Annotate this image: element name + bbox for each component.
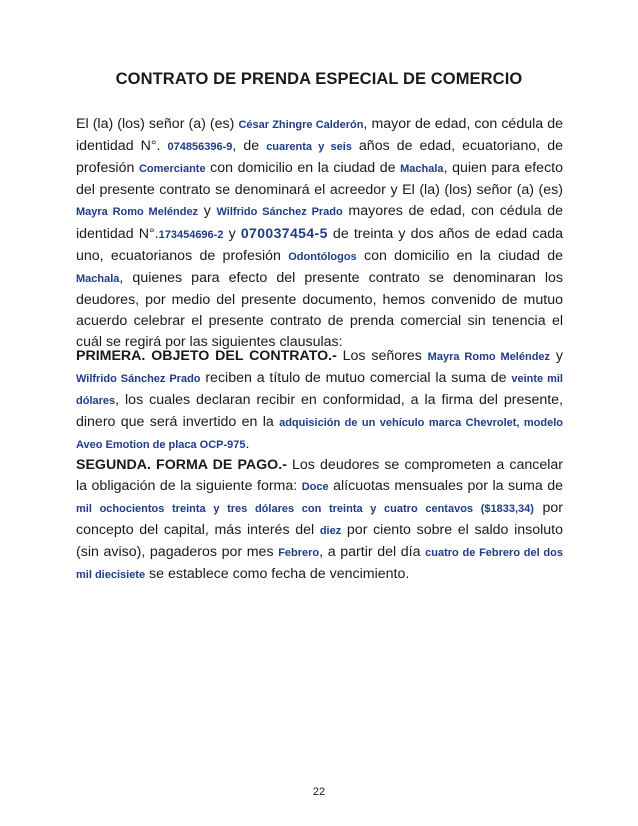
installments-count: Doce (301, 481, 329, 493)
creditor-name: César Zhingre Calderón (238, 119, 364, 131)
text: con domicilio en la ciudad de (356, 248, 563, 264)
clause-segunda (76, 455, 563, 586)
text: por ciento sobre el saldo insoluto (sin aviso), pagaderos por mes (76, 522, 563, 560)
creditor-city: Machala (400, 163, 444, 175)
text: Los señores (336, 348, 428, 364)
debtor-2-id: 070037454-5 (240, 225, 328, 241)
text: años de edad, ecuatoriano, de profesión (76, 138, 563, 176)
text: . (245, 436, 250, 452)
clause-primera (76, 346, 563, 456)
text: , quien para efecto del presente contrato se denominará el acreedor y El (la) (los) señor (a) (es) (76, 160, 564, 198)
creditor-id: 074856396-9 (167, 141, 233, 153)
intro-paragraph (76, 114, 563, 353)
text: , a partir del día (319, 544, 426, 560)
clause-heading: PRIMERA. OBJETO DEL CONTRATO.- (76, 348, 337, 364)
text: Los deudores se comprometen a cancelar la obligación de la siguiente forma: (76, 457, 563, 494)
text: y (550, 348, 563, 364)
text: alícuotas mensuales por la suma de (328, 478, 563, 494)
text: El (la) (los) señor (a) (es) (76, 116, 239, 132)
text: por concepto del capital, más interés del (76, 500, 563, 538)
payment-month: Febrero (278, 547, 320, 559)
clause-heading: SEGUNDA. FORMA DE PAGO.- (76, 457, 287, 473)
text: y (223, 226, 241, 242)
interest-rate: diez (319, 525, 342, 537)
text: reciben a título de mutuo comercial la suma de (200, 370, 512, 386)
debtor-1-name: Mayra Romo Meléndez (76, 206, 199, 218)
debtor-2-name: Wilfrido Sánchez Prado (76, 373, 201, 385)
text: mayores de edad, con cédula de identidad N°. (76, 203, 563, 242)
debtor-city: Machala (76, 273, 120, 285)
page-number: 22 (312, 786, 326, 798)
text: se establece como fecha de vencimiento. (145, 566, 410, 582)
text: , mayor de edad, con cédula de identidad N°. (76, 116, 564, 154)
debtor-profession: Odontólogos (288, 251, 357, 263)
creditor-profession: Comerciante (138, 163, 206, 175)
creditor-age: cuarenta y seis (266, 141, 352, 153)
start-date: cuatro de Febrero del dos mil diecisiete (76, 547, 563, 581)
text: , de (232, 138, 267, 154)
installment-amount: mil ochocientos treinta y tres dólares con treinta y cuatro centavos ($1833,34) (76, 503, 534, 515)
debtor-1-id: 173454696-2 (158, 229, 224, 241)
debtor-2-name: Wilfrido Sánchez Prado (216, 206, 343, 218)
text: , los cuales declaran recibir en conformidad, a la firma del presente, dinero que será invertido en la (76, 392, 563, 430)
page-title: CONTRATO DE PRENDA ESPECIAL DE COMERCIO (115, 70, 523, 88)
loan-purpose: adquisición de un vehículo marca Chevrolet, modelo Aveo Emotion de placa OCP-975 (76, 417, 564, 451)
text: , quienes para efecto del presente contrato se denominaran los deudores, por medio del presente documento, hemos convenido de mutuo acuerdo celebrar el presente contrato de prenda comercial sin tenencia el cuál se regirá por las siguientes clausulas: (76, 270, 563, 350)
text: y (198, 203, 217, 219)
text: con domicilio en la ciudad de (205, 160, 401, 176)
loan-amount: veinte mil dólares (76, 373, 563, 407)
text: de treinta y dos años de edad cada uno, ecuatorianos de profesión (76, 226, 563, 264)
debtor-1-name: Mayra Romo Meléndez (427, 351, 551, 363)
